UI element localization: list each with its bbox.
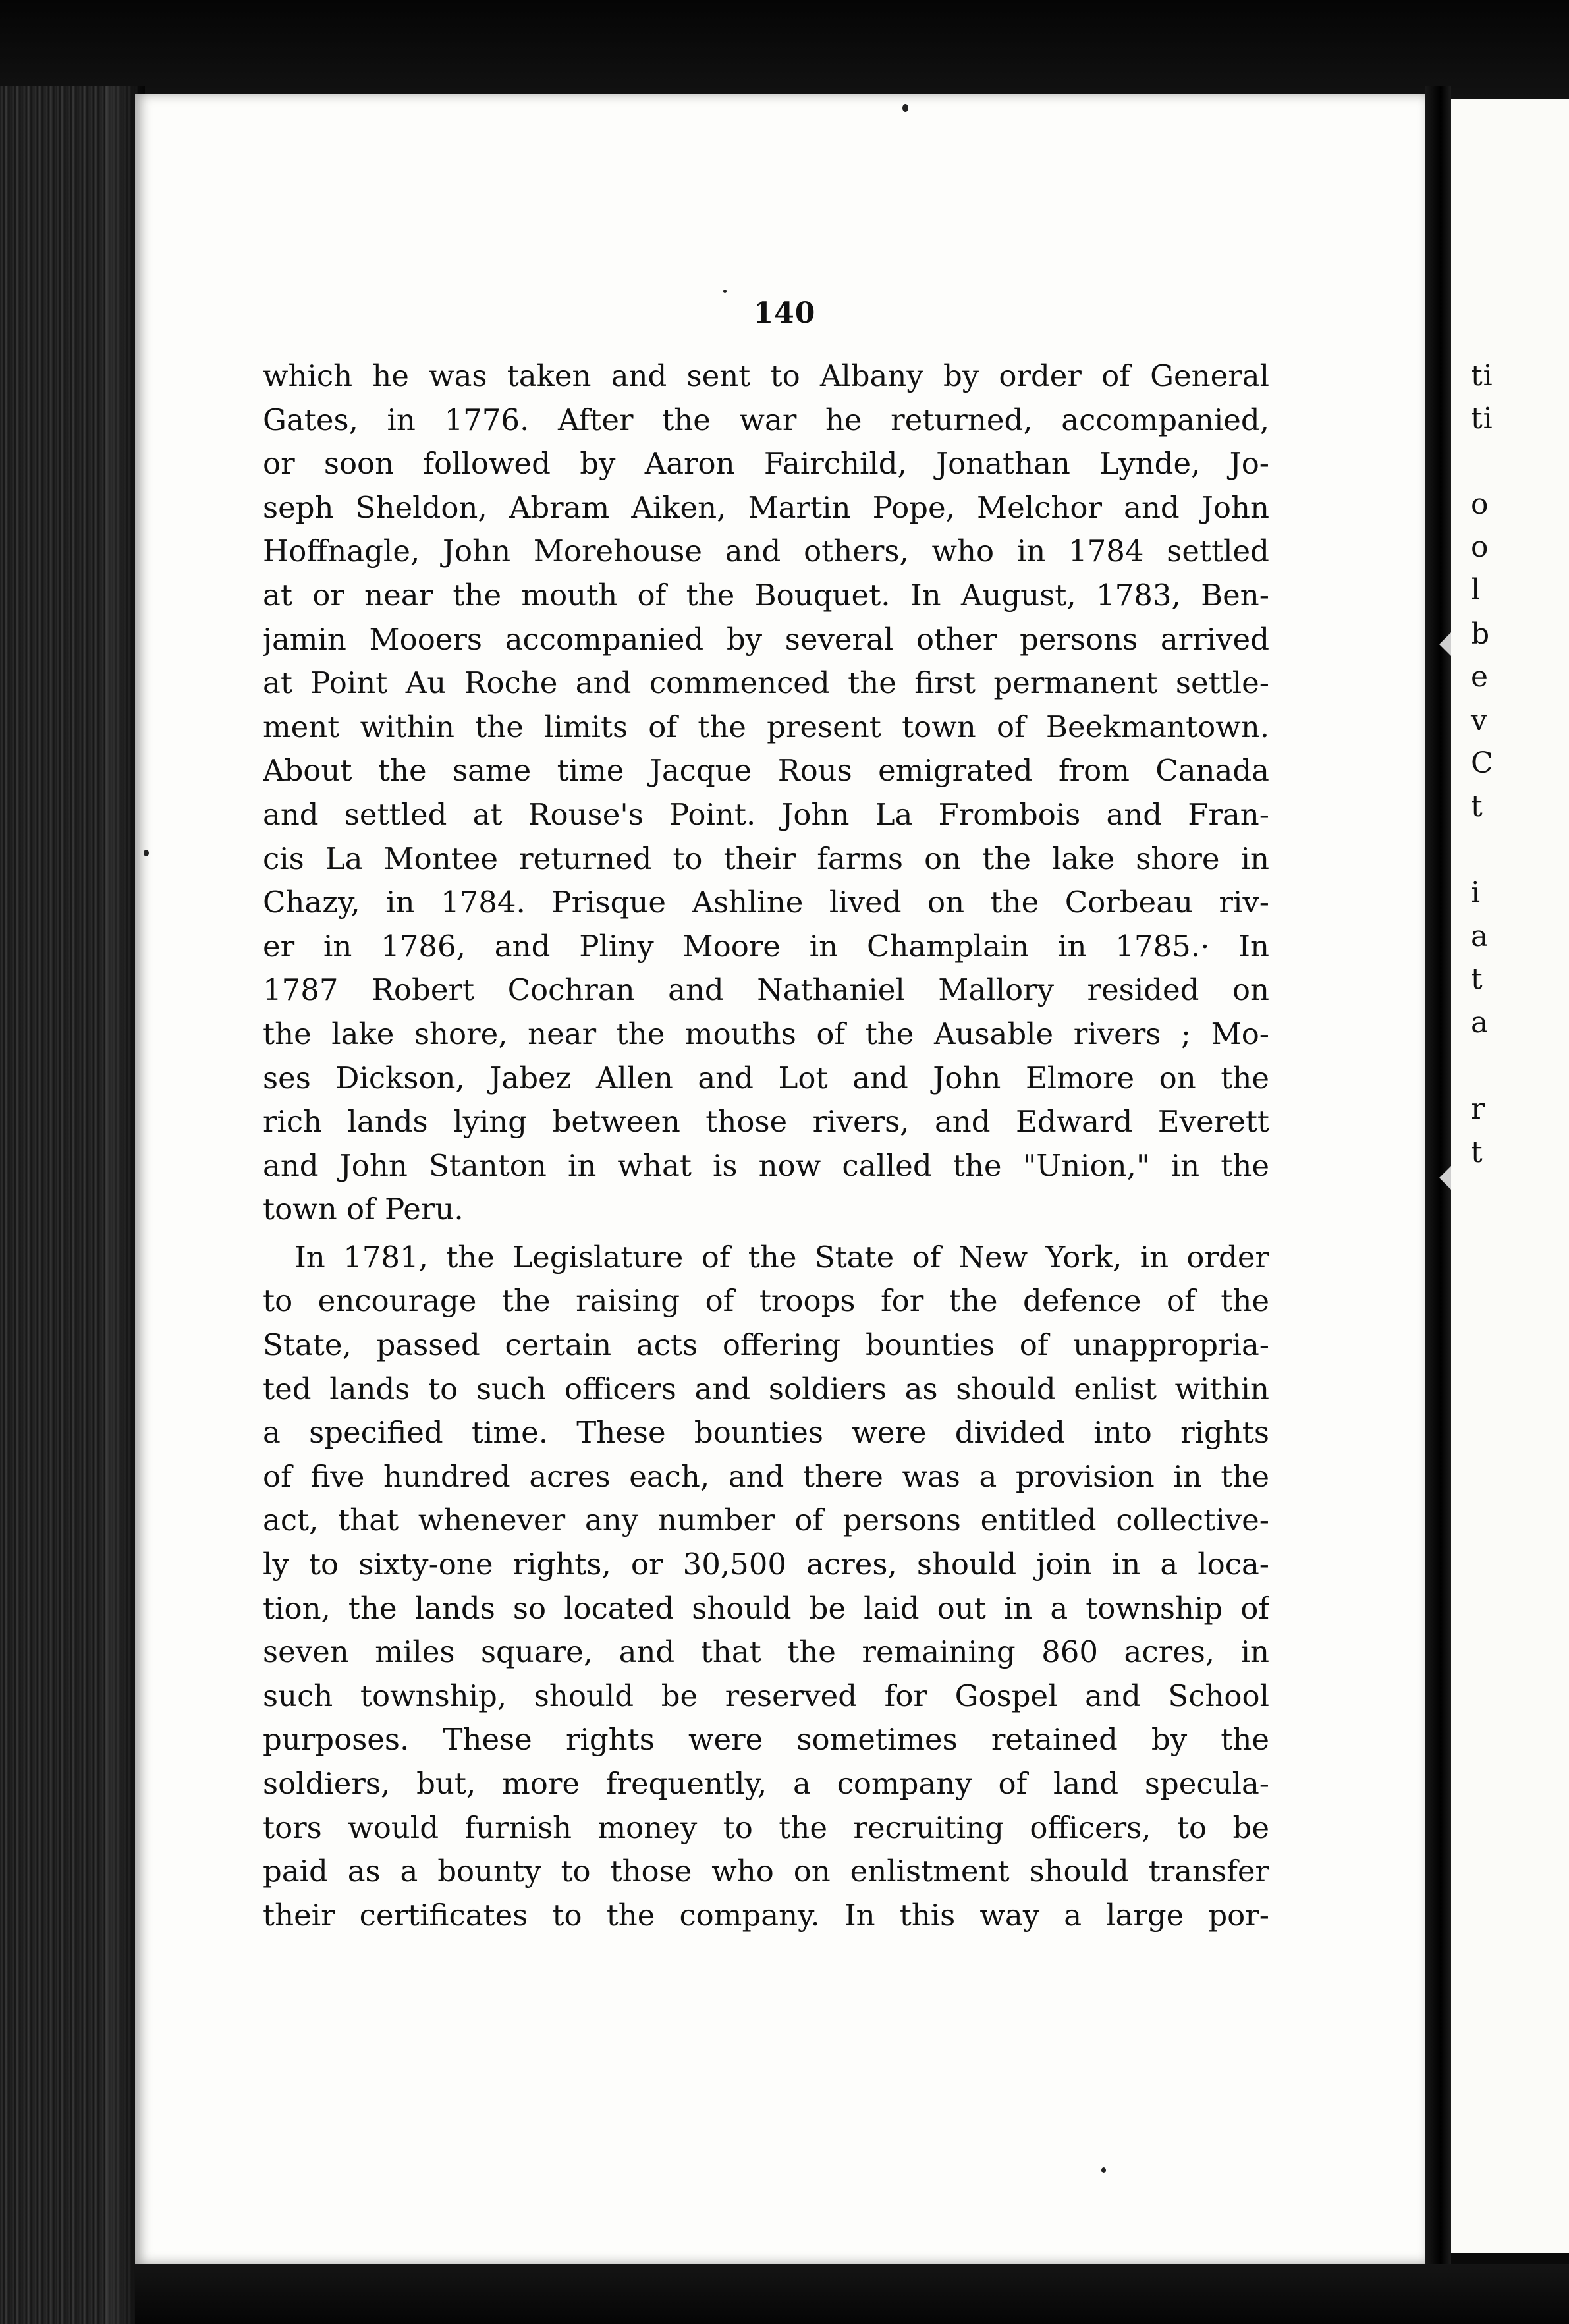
text-line: at or near the mouth of the Bouquet. In August, 1783, Ben- [263,577,1269,613]
gutter-mark [1439,632,1451,656]
facing-page-fragment: l [1471,573,1481,607]
scan-bottom-edge [135,2264,1569,2324]
facing-page-fragment: r [1471,1092,1486,1126]
scan-speck [144,850,149,856]
text-line: their certificates to the company. In this way a large por- [263,1897,1269,1933]
text-line: act, that whenever any number of persons entitled collective- [263,1503,1269,1538]
text-line: paid as a bounty to those who on enlistment should transfer [263,1854,1269,1889]
text-line: About the same time Jacque Rous emigrated from Canada [263,753,1269,788]
text-line: at Point Au Roche and commenced the first permanent settle- [263,665,1269,701]
facing-page-fragment: i [1471,876,1481,910]
text-line: jamin Mooers accompanied by several other persons arrived [263,621,1269,657]
text-line: cis La Montee returned to their farms on the lake shore in [263,841,1269,876]
text-line: seven miles square, and that the remaining 860 acres, in [263,1634,1269,1670]
facing-page-fragment: t [1471,962,1483,996]
text-line: and John Stanton in what is now called the "Union," in the [263,1148,1269,1183]
facing-page-fragment: ti [1471,402,1493,435]
scan-speck [1101,2167,1106,2173]
text-line: rich lands lying between those rivers, and Edward Everett [263,1104,1269,1140]
text-line: a specified time. These bounties were divided into rights [263,1415,1269,1451]
facing-page-fragment: t [1471,1136,1483,1169]
facing-page-fragment: C [1471,746,1494,780]
text-line: ses Dickson, Jabez Allen and Lot and John Elmore on the [263,1060,1269,1095]
facing-page-fragment: ti [1471,359,1493,393]
text-line: In 1781, the Legislature of the State of New York, in order [294,1239,1269,1275]
text-line: which he was taken and sent to Albany by order of General [263,358,1269,393]
text-line: ted lands to such officers and soldiers as should enlist within [263,1371,1269,1406]
text-line: tors would furnish money to the recruiting officers, to be [263,1810,1269,1845]
text-line: to encourage the raising of troops for the defence of the [263,1283,1269,1319]
text-line: seph Sheldon, Abram Aiken, Martin Pope, Melchor and John [263,489,1269,525]
text-line: such township, should be reserved for Gospel and School [263,1678,1269,1713]
facing-page-fragment: v [1471,704,1488,737]
facing-page-fragment: a [1471,1006,1489,1039]
text-line: of five hundred acres each, and there was a provision in the [263,1458,1269,1494]
text-line: Chazy, in 1784. Prisque Ashline lived on the Corbeau riv- [263,885,1269,920]
text-line: 1787 Robert Cochran and Nathaniel Mallory resided on [263,972,1269,1008]
text-line: er in 1786, and Pliny Moore in Champlain in 1785.· In [263,928,1269,964]
text-line: purposes. These rights were sometimes retained by the [263,1722,1269,1757]
text-line: and settled at Rouse's Point. John La Frombois and Fran- [263,796,1269,832]
scan-top-edge [0,0,1569,99]
facing-page-fragment: t [1471,790,1483,823]
facing-page-fragment: a [1471,920,1489,953]
scan-speck [723,290,727,293]
gutter-mark [1439,1166,1451,1190]
facing-page-fragment: o [1471,487,1489,521]
facing-page-fragment: o [1471,530,1489,564]
text-line: the lake shore, near the mouths of the Ausable rivers ; Mo- [263,1016,1269,1051]
facing-page-fragment: b [1471,617,1491,651]
facing-page-sliver [1451,99,1569,2253]
text-line: Hoffnagle, John Morehouse and others, who in 1784 settled [263,534,1269,569]
text-line: tion, the lands so located should be laid out in a township of [263,1590,1269,1626]
text-line: State, passed certain acts offering bounties of unappropria- [263,1327,1269,1363]
page-gutter [1425,86,1451,2324]
text-line: Gates, in 1776. After the war he returned, accompanied, [263,402,1269,437]
facing-page-fragment: e [1471,660,1489,694]
paragraph-2 [263,1236,1269,1938]
text-line: soldiers, but, more frequently, a company of land specula- [263,1766,1269,1801]
text-line: or soon followed by Aaron Fairchild, Jonathan Lynde, Jo- [263,446,1269,482]
text-line: ly to sixty-one rights, or 30,500 acres, should join in a loca- [263,1547,1269,1582]
text-line: ment within the limits of the present town of Beekmantown. [263,709,1269,744]
page-number: 140 [753,296,816,330]
body-text [263,354,1269,1937]
text-line: town of Peru. [263,1192,464,1227]
scan-speck [902,104,908,112]
paragraph-1 [263,354,1269,1232]
